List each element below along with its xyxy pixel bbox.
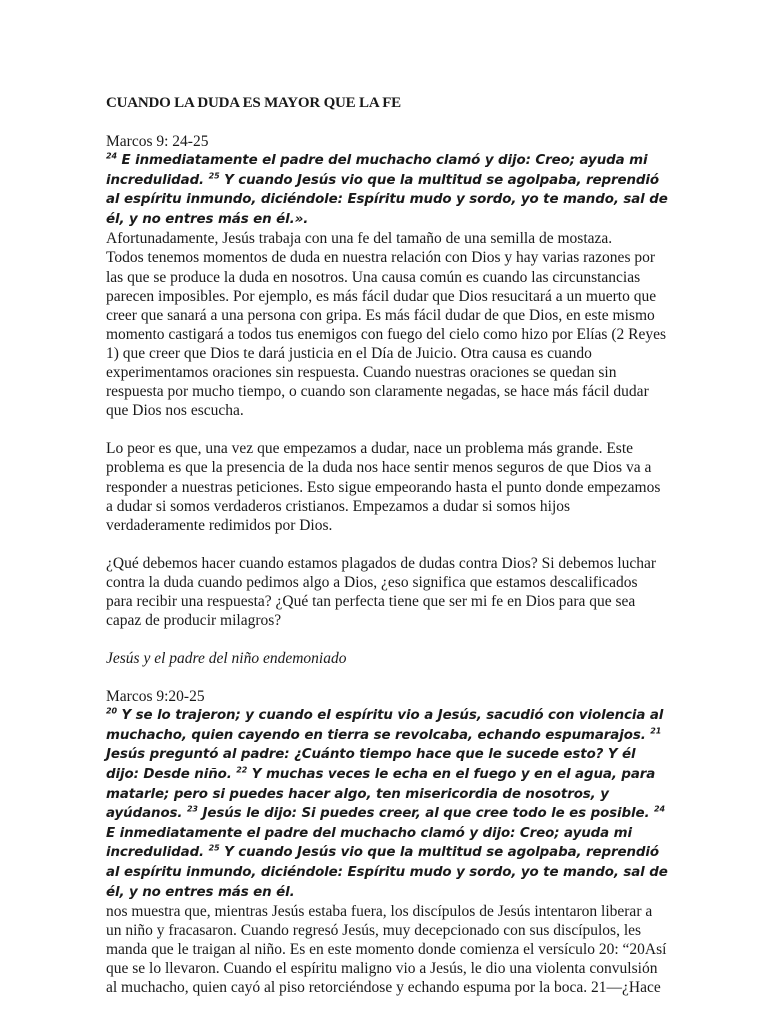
scripture-reference: Marcos 9:20-25 [106,688,205,706]
scripture-quote [106,706,668,902]
paragraph-gap [106,668,668,687]
verse-number: 21 [650,726,662,736]
paragraph-gap [106,535,668,554]
verse-number: 25 [208,843,220,853]
document-title: CUANDO LA DUDA ES MAYOR QUE LA FE [106,95,401,111]
verse-text: Y cuando Jesús vio que la multitud se agolpaba, reprendió al espíritu inmundo, diciéndole: Espíritu mudo y sordo, yo te mando, sal de él, y no entres más en él.». [106,172,668,227]
verse-number: 22 [236,765,248,775]
verse-text: Y cuando Jesús vio que la multitud se agolpaba, reprendió al espíritu inmundo, diciéndole: Espíritu mudo y sordo, yo te mando, sal de él, y no entres más en él. [106,845,668,900]
verse-number: 20 [106,706,117,716]
verse-text: Y muchas veces le echa en el fuego y en el agua, para matarle; pero si puedes hacer algo, ten misericordia de nosotros, y ayúdanos. [106,766,656,822]
verse-number: 24 [654,804,665,814]
verse-number: 23 [186,804,198,814]
paragraph-gap [106,630,668,649]
verse-text: Jesús le dijo: Si puedes creer, al que cree todo le es posible. [197,806,655,822]
section-subtitle: Jesús y el padre del niño endemoniado [106,650,347,668]
verse-text: Jesús preguntó al padre: ¿Cuánto tiempo hace que le sucede esto? Y él dijo: Desde niño. [106,747,636,782]
body-paragraph: ¿Qué debemos hacer cuando estamos plagados de dudas contra Dios? Si debemos luchar contra la duda cuando pedimos algo a Dios, ¿eso significa que estamos descalificados para recibir una respuesta? ¿Qué tan perfecta tiene que ser mi fe en Dios para que sea capaz de producir milagros? [106,554,657,630]
scripture-quote [106,151,668,229]
paragraph-gap [106,420,668,439]
body-paragraph: Afortunadamente, Jesús trabaja con una fe del tamaño de una semilla de mostaza. [106,230,613,248]
verse-text: Y se lo trajeron; y cuando el espíritu vio a Jesús, sacudió con violencia al muchacho, quien cayendo en tierra se revolcaba, echando espumarajos. [106,708,664,743]
body-paragraph: Lo peor es que, una vez que empezamos a dudar, nace un problema más grande. Este problema es que la presencia de la duda nos hace sentir menos seguros de que Dios va a responder a nuestras peticiones. Esto sigue empeorando hasta el punto donde empezamos a dudar si somos verdaderos cristianos. Empezamos a dudar si somos hijos verdaderamente redimidos por Dios. [106,440,661,534]
verse-number: 25 [208,171,220,181]
body-paragraph: Todos tenemos momentos de duda en nuestra relación con Dios y hay varias razones por las que se produce la duda en nosotros. Una causa común es cuando las circunstancias parecen imposibles. Por ejemplo, es más fácil dudar que Dios resucitará a un muerto que creer que sanará a una persona con gripa. Es más fácil dudar de que Dios, en este mismo momento castigará a todos tus enemigos con fuego del cielo como hizo por Elías (2 Reyes 1) que creer que Dios te dará justicia en el Día de Juicio. Otra causa es cuando experimentamos oraciones sin respuesta. Cuando nuestras oraciones se quedan sin respuesta por mucho tiempo, o cuando son claramente negadas, se hace más fácil dudar que Dios nos escucha. [106,249,667,420]
scripture-reference: Marcos 9: 24-25 [106,133,209,150]
verse-text: E inmediatamente el padre del muchacho clamó y dijo: Creo; ayuda mi incredulidad. [106,825,632,861]
body-paragraph: nos muestra que, mientras Jesús estaba fuera, los discípulos de Jesús intentaron liberar a un niño y fracasaron. Cuando regresó Jesús, muy decepcionado con sus discípulos, les manda que le traigan al niño. Es en este momento donde comienza el versículo 20: “20Así que se lo llevaron. Cuando el espíritu maligno vio a Jesús, le dio una violenta convulsión al muchacho, quien cayó al piso retorciéndose y echando espuma por la boca. 21—¿Hace [106,903,667,997]
verse-text: E inmediatamente el padre del muchacho clamó y dijo: Creo; ayuda mi incredulidad. [106,153,648,188]
verse-number: 24 [106,151,117,161]
